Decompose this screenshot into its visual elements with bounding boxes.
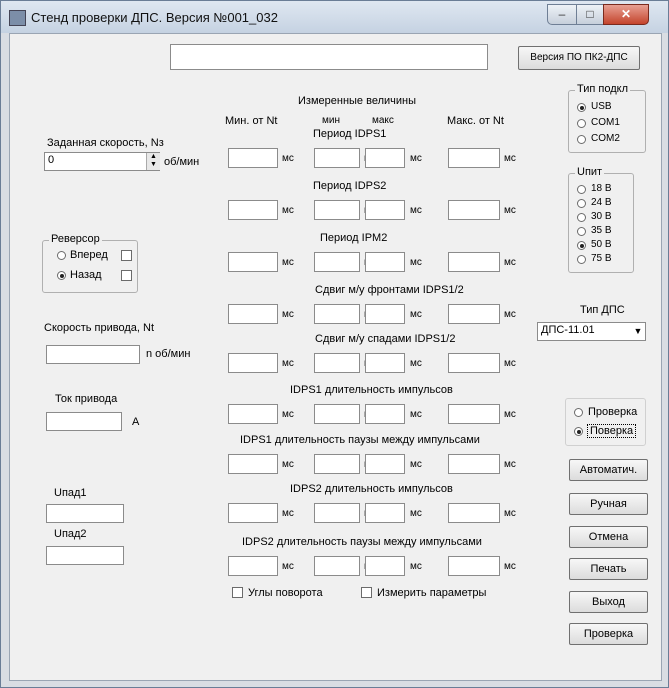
exit-button[interactable]: Выход <box>569 591 648 613</box>
measured-row-label: IDPS1 длительность паузы между импульсами <box>240 434 480 446</box>
mode-radio[interactable] <box>574 408 583 417</box>
speed-input[interactable]: 0 <box>44 152 160 171</box>
measured-max-field[interactable] <box>365 353 405 373</box>
measured-min-nt-field[interactable] <box>228 252 278 272</box>
unit-label: мс <box>504 358 516 369</box>
measured-min-nt-field[interactable] <box>228 556 278 576</box>
unit-label: мс <box>282 459 294 470</box>
supply-radio[interactable] <box>577 199 586 208</box>
measured-row-label: IDPS2 длительность импульсов <box>290 483 453 495</box>
measured-min-field[interactable] <box>314 556 360 576</box>
measured-min-field[interactable] <box>314 200 360 220</box>
unit-label: мс <box>282 561 294 572</box>
measured-row-label: Сдвиг м/у спадами IDPS1/2 <box>315 333 456 345</box>
reverser-forward-check[interactable] <box>121 250 132 261</box>
supply-radio[interactable] <box>577 185 586 194</box>
measured-max-nt-field[interactable] <box>448 454 500 474</box>
col-max-nt-header: Макс. от Nt <box>447 115 504 127</box>
spin-down-icon: ▼ <box>150 161 157 168</box>
measured-max-nt-field[interactable] <box>448 252 500 272</box>
measure-checkbox[interactable] <box>361 587 372 598</box>
title-bar <box>1 1 668 33</box>
mode-option-label: Поверка <box>590 425 634 437</box>
supply-option-label: 75 В <box>591 253 612 264</box>
version-button[interactable]: Версия ПО ПК2-ДПС <box>518 46 640 70</box>
measured-min-nt-field[interactable] <box>228 353 278 373</box>
reverser-back-radio[interactable] <box>57 271 66 280</box>
connection-title: Тип подкл <box>577 83 628 95</box>
supply-option-label: 18 В <box>591 183 612 194</box>
measured-max-field[interactable] <box>365 148 405 168</box>
unit-label: мс <box>504 257 516 268</box>
measured-min-nt-field[interactable] <box>228 454 278 474</box>
measured-min-nt-field[interactable] <box>228 503 278 523</box>
supply-title: Uпит <box>577 166 603 178</box>
spin-up-icon: ▲ <box>150 153 157 160</box>
connection-option-label: USB <box>591 101 612 112</box>
unit-label: мс <box>504 561 516 572</box>
unit-label: мс <box>410 257 422 268</box>
supply-radio[interactable] <box>577 255 586 264</box>
supply-radio[interactable] <box>577 241 586 250</box>
measured-min-nt-field[interactable] <box>228 200 278 220</box>
col-max-header: макс <box>372 115 394 126</box>
measure-label: Измерить параметры <box>377 587 487 599</box>
measured-min-field[interactable] <box>314 252 360 272</box>
unit-label: мс <box>504 153 516 164</box>
unit-label: мс <box>504 205 516 216</box>
measured-max-nt-field[interactable] <box>448 200 500 220</box>
measured-row-label: Период IDPS2 <box>313 180 387 192</box>
connection-radio[interactable] <box>577 103 586 112</box>
unit-label: мс <box>504 309 516 320</box>
measured-max-field[interactable] <box>365 503 405 523</box>
measured-max-nt-field[interactable] <box>448 353 500 373</box>
measured-min-field[interactable] <box>314 454 360 474</box>
drive-speed-input[interactable] <box>46 345 140 364</box>
measured-max-nt-field[interactable] <box>448 304 500 324</box>
auto-button[interactable]: Автоматич. <box>569 459 648 481</box>
unit-label: мс <box>504 508 516 519</box>
unit-label: мс <box>410 205 422 216</box>
measured-row-label: Период IPM2 <box>320 232 388 244</box>
measured-row-label: IDPS1 длительность импульсов <box>290 384 453 396</box>
version-field[interactable] <box>170 44 488 70</box>
client-area <box>9 33 662 681</box>
measured-min-field[interactable] <box>314 503 360 523</box>
dps-type-value: ДПС-11.01 <box>541 324 595 336</box>
reverser-group <box>42 233 138 293</box>
u1-label: Uпад1 <box>54 487 87 499</box>
measured-max-field[interactable] <box>365 556 405 576</box>
measured-max-nt-field[interactable] <box>448 556 500 576</box>
app-icon <box>9 10 26 26</box>
unit-label: мс <box>282 358 294 369</box>
supply-option-label: 24 В <box>591 197 612 208</box>
mode-option-label: Проверка <box>588 406 638 418</box>
connection-radio[interactable] <box>577 119 586 128</box>
measured-max-field[interactable] <box>365 304 405 324</box>
angles-checkbox[interactable] <box>232 587 243 598</box>
unit-label: мс <box>282 508 294 519</box>
unit-label: мс <box>410 409 422 420</box>
mode-group <box>565 398 646 446</box>
supply-option-label: 35 В <box>591 225 612 236</box>
supply-radio[interactable] <box>577 227 586 236</box>
reverser-back-label: Назад <box>70 269 102 281</box>
unit-label: мс <box>410 358 422 369</box>
maximize-button[interactable] <box>576 4 604 25</box>
cancel-button[interactable]: Отмена <box>569 526 648 548</box>
reverser-back-check[interactable] <box>121 270 132 281</box>
supply-group <box>568 166 634 273</box>
dps-type-select[interactable] <box>537 322 646 341</box>
unit-label: мс <box>282 153 294 164</box>
measured-max-nt-field[interactable] <box>448 503 500 523</box>
reverser-forward-radio[interactable] <box>57 251 66 260</box>
unit-label: мс <box>410 561 422 572</box>
measured-heading: Измеренные величины <box>298 95 416 107</box>
measured-max-field[interactable] <box>365 200 405 220</box>
drive-current-input[interactable] <box>46 412 122 431</box>
unit-label: мс <box>410 153 422 164</box>
measured-row-label: Сдвиг м/у фронтами IDPS1/2 <box>315 284 464 296</box>
measured-min-field[interactable] <box>314 404 360 424</box>
measured-row-label: Период IDPS1 <box>313 128 387 140</box>
measured-min-field[interactable] <box>314 353 360 373</box>
unit-label: мс <box>410 309 422 320</box>
measured-min-field[interactable] <box>314 304 360 324</box>
drive-current-label: Ток привода <box>55 393 118 405</box>
measured-max-field[interactable] <box>365 454 405 474</box>
unit-label: мс <box>282 257 294 268</box>
chevron-down-icon[interactable]: ▼ <box>633 326 643 336</box>
close-icon: ✕ <box>620 7 632 21</box>
unit-label: мс <box>504 459 516 470</box>
speed-spinner[interactable] <box>146 153 160 170</box>
unit-label: мс <box>410 508 422 519</box>
speed-unit: об/мин <box>164 156 200 168</box>
supply-radio[interactable] <box>577 213 586 222</box>
dps-type-label: Тип ДПС <box>580 304 625 316</box>
measured-max-field[interactable] <box>365 404 405 424</box>
unit-label: мс <box>282 205 294 216</box>
measured-min-nt-field[interactable] <box>228 304 278 324</box>
drive-current-unit: А <box>132 416 140 428</box>
measured-min-field[interactable] <box>314 148 360 168</box>
measured-max-field[interactable] <box>365 252 405 272</box>
unit-label: мс <box>282 309 294 320</box>
u2-input[interactable] <box>46 546 124 565</box>
print-button[interactable]: Печать <box>569 558 648 580</box>
col-min-nt-header: Мин. от Nt <box>225 115 278 127</box>
drive-speed-label: Скорость привода, Nt <box>44 322 155 334</box>
measured-row-label: IDPS2 длительность паузы между импульсами <box>242 536 482 548</box>
minimize-button[interactable] <box>547 4 577 25</box>
u2-label: Uпад2 <box>54 528 87 540</box>
window-title: Стенд проверки ДПС. Версия №001_032 <box>31 10 278 25</box>
connection-option-label: COM2 <box>591 133 620 144</box>
unit-label: мс <box>282 409 294 420</box>
col-min-header: мин <box>322 115 340 126</box>
close-button[interactable] <box>603 4 649 25</box>
measured-max-nt-field[interactable] <box>448 148 500 168</box>
u1-input[interactable] <box>46 504 124 523</box>
measured-min-nt-field[interactable] <box>228 148 278 168</box>
manual-button[interactable]: Ручная <box>569 493 648 515</box>
measured-min-nt-field[interactable] <box>228 404 278 424</box>
supply-option-label: 30 В <box>591 211 612 222</box>
unit-label: мс <box>410 459 422 470</box>
angles-label: Углы поворота <box>248 587 323 599</box>
minimize-icon: – <box>558 7 566 21</box>
maximize-icon: □ <box>586 7 594 21</box>
supply-option-label: 50 В <box>591 239 612 250</box>
check-button[interactable]: Проверка <box>569 623 648 645</box>
unit-label: мс <box>504 409 516 420</box>
connection-option-label: COM1 <box>591 117 620 128</box>
measured-max-nt-field[interactable] <box>448 404 500 424</box>
drive-speed-unit: n об/мин <box>146 348 191 360</box>
speed-label: Заданная скорость, Nз <box>47 137 164 149</box>
connection-group <box>568 83 646 153</box>
connection-radio[interactable] <box>577 135 586 144</box>
reverser-forward-label: Вперед <box>70 249 108 261</box>
reverser-title: Реверсор <box>51 233 100 245</box>
mode-radio[interactable] <box>574 427 583 436</box>
